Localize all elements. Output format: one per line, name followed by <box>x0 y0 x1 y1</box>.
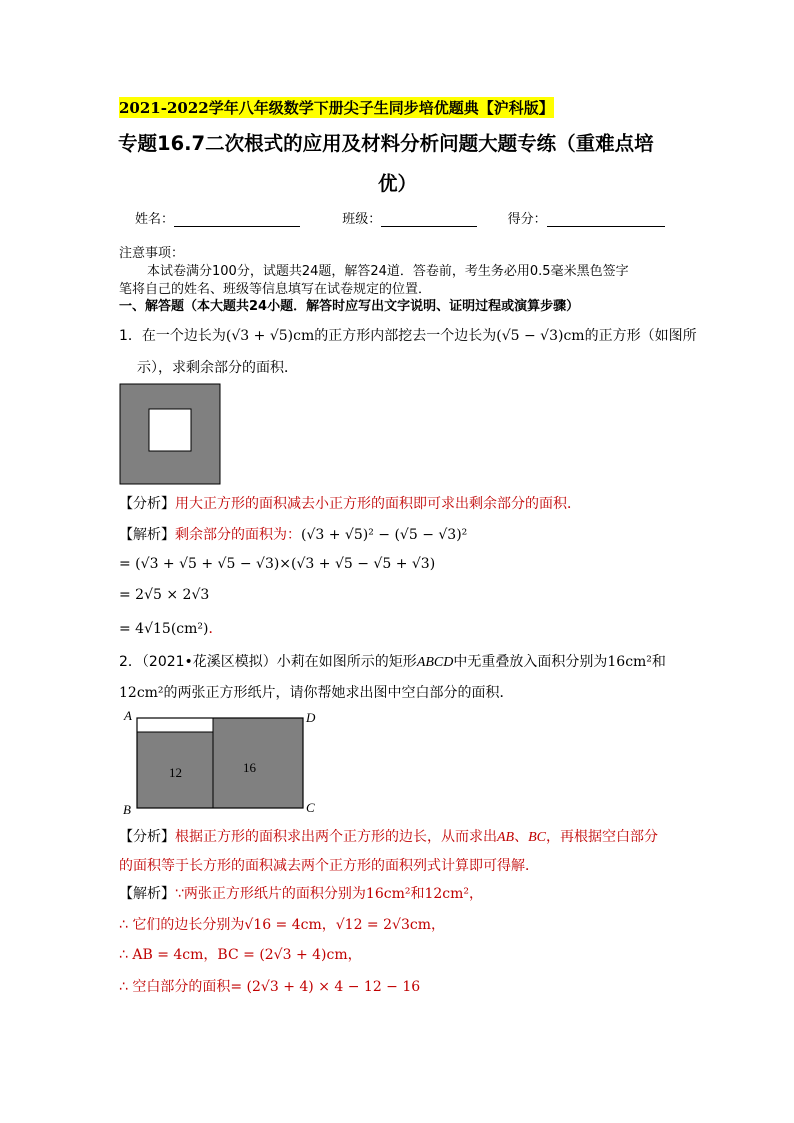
section-heading: 一、解答题（本大题共24小题．解答时应写出文字说明、证明过程或演算步骤） <box>119 299 580 314</box>
q2-label-b: B <box>123 802 131 817</box>
q1-line2: 示），求剩余部分的面积． <box>137 360 298 376</box>
q2-sol4-a: ∴ 空白部分的面积 <box>119 979 231 995</box>
q2-text-b: 中无重叠放入面积分别为 <box>453 654 608 670</box>
q2-analysis-l1b: ，再根据空白部分 <box>546 829 658 845</box>
q2-sol3-m1: AB = 4cm <box>132 947 204 963</box>
q2-sol1-m2: 12cm² <box>424 886 470 902</box>
series-header: 2021-2022学年八年级数学下册尖子生同步培优题典【沪科版】 <box>119 99 554 117</box>
q2-label-16: 16 <box>243 760 256 775</box>
q2-solution-line2 <box>119 914 445 934</box>
q2-solution-line4 <box>119 976 420 996</box>
q2-label-c: C <box>306 800 315 815</box>
q1-expr-b: (√5 − √3)cm <box>496 328 585 344</box>
name-field[interactable] <box>174 212 300 227</box>
q2-analysis-line1 <box>119 826 658 846</box>
q1-analysis-tag: 【分析】 <box>119 496 175 512</box>
q1-solution-text: 剩余部分的面积为： <box>175 527 301 543</box>
student-info-row <box>135 208 665 227</box>
q2-solution-line1 <box>119 883 483 903</box>
q1-solution-expr: (√3 + √5)² − (√5 − √3)² <box>301 527 468 543</box>
q2-sol3-b: ， <box>203 947 218 963</box>
class-label: 班级： <box>342 212 382 227</box>
q1-step1: = (√3 + √5 + √5 − √3)×(√3 + √5 − √5 + √3) <box>119 556 436 572</box>
q2-solution-tag: 【解析】 <box>119 886 175 902</box>
q2-analysis-line2: 的面积等于长方形的面积减去两个正方形的面积列式计算即可得解． <box>119 858 539 874</box>
page-title-line2: 优） <box>378 172 418 195</box>
q2-analysis-l1a: 根据正方形的面积求出两个正方形的边长，从而求出 <box>175 829 497 845</box>
score-field[interactable] <box>547 212 665 227</box>
q2-solution-line3 <box>119 944 362 964</box>
q2-text-d: 的两张正方形纸片，请你帮她求出图中空白部分的面积． <box>163 685 514 701</box>
q2-analysis-tag: 【分析】 <box>119 829 175 845</box>
q2-blank-region <box>137 718 213 732</box>
q1-expr-a: (√3 + √5)cm <box>225 328 315 344</box>
q2-label-12: 12 <box>169 765 182 780</box>
score-label: 得分： <box>507 212 547 227</box>
class-field[interactable] <box>381 212 477 227</box>
page-title-line1: 专题16.7二次根式的应用及材料分析问题大题专练（重难点培 <box>118 132 654 155</box>
q2-sol2-b: ， <box>321 917 336 933</box>
q2-rectangle-figure <box>119 706 329 818</box>
q2-label-a: A <box>124 708 132 723</box>
notes-line2: 笔将自己的姓名、班级等信息填写在试卷规定的位置． <box>119 282 432 297</box>
q2-sol1-b: 和 <box>410 886 425 902</box>
q2-analysis-bc: BC <box>528 830 546 845</box>
q2-sol1-m1: 16cm² <box>365 886 411 902</box>
q2-text-c: 和 <box>651 654 666 670</box>
q1-step3-end: ． <box>208 621 223 637</box>
q1-solution-tag: 【解析】 <box>119 527 175 543</box>
q2-sol2-m2: √12 = 2√3cm <box>335 917 431 933</box>
q1-text-a: 在一个边长为 <box>141 328 226 344</box>
q1-text-b: 的正方形内部挖去一个边长为 <box>314 328 497 344</box>
q1-step3: = 4√15(cm²) <box>119 621 209 637</box>
q2-sol1-c: ， <box>469 886 484 902</box>
q1-text-c: 的正方形（如图所 <box>584 328 697 344</box>
q2-text-a: （2021•花溪区模拟）小莉在如图所示的矩形 <box>141 654 417 670</box>
q2-area16: 16cm² <box>607 654 652 670</box>
notes-heading: 注意事项： <box>119 246 185 261</box>
q1-step3-line <box>119 618 222 638</box>
q2-sol4-m: = (2√3 + 4) × 4 − 12 − 16 <box>230 979 421 995</box>
q2-sol1-a: ∵两张正方形纸片的面积分别为 <box>175 886 366 902</box>
q2-line1 <box>119 651 666 671</box>
q2-analysis-sep: 、 <box>514 829 529 845</box>
q2-sol2-m1: √16 = 4cm <box>244 917 322 933</box>
q2-label-d: D <box>306 710 316 725</box>
q2-line2 <box>119 682 514 702</box>
q1-solution <box>119 524 467 544</box>
name-label: 姓名： <box>135 212 175 227</box>
q2-area12: 12cm² <box>119 685 164 701</box>
q2-sol2-c: ， <box>430 917 445 933</box>
q2-analysis-ab: AB <box>497 830 515 845</box>
q2-number: 2． <box>119 654 142 670</box>
q2-square-16 <box>213 718 303 808</box>
q1-inner-square <box>149 409 191 451</box>
q2-abcd: ABCD <box>416 655 454 670</box>
notes-line1: 本试卷满分100分，试题共24题，解答24道．答卷前，考生务必用0.5毫米黑色签字 <box>147 264 629 279</box>
q1-step2: = 2√5 × 2√3 <box>119 587 210 603</box>
q2-sol2-a: ∴ 它们的边长分别为 <box>119 917 245 933</box>
q2-sol3-a: ∴ <box>119 947 133 963</box>
q1-analysis <box>119 493 581 513</box>
q1-line1 <box>119 325 697 345</box>
q1-square-figure <box>119 383 221 485</box>
q2-sol3-c: ， <box>347 947 362 963</box>
q2-sol3-m2: BC = (2√3 + 4)cm <box>217 947 348 963</box>
q1-analysis-text: 用大正方形的面积减去小正方形的面积即可求出剩余部分的面积． <box>175 496 581 512</box>
q1-number: 1． <box>119 328 142 344</box>
